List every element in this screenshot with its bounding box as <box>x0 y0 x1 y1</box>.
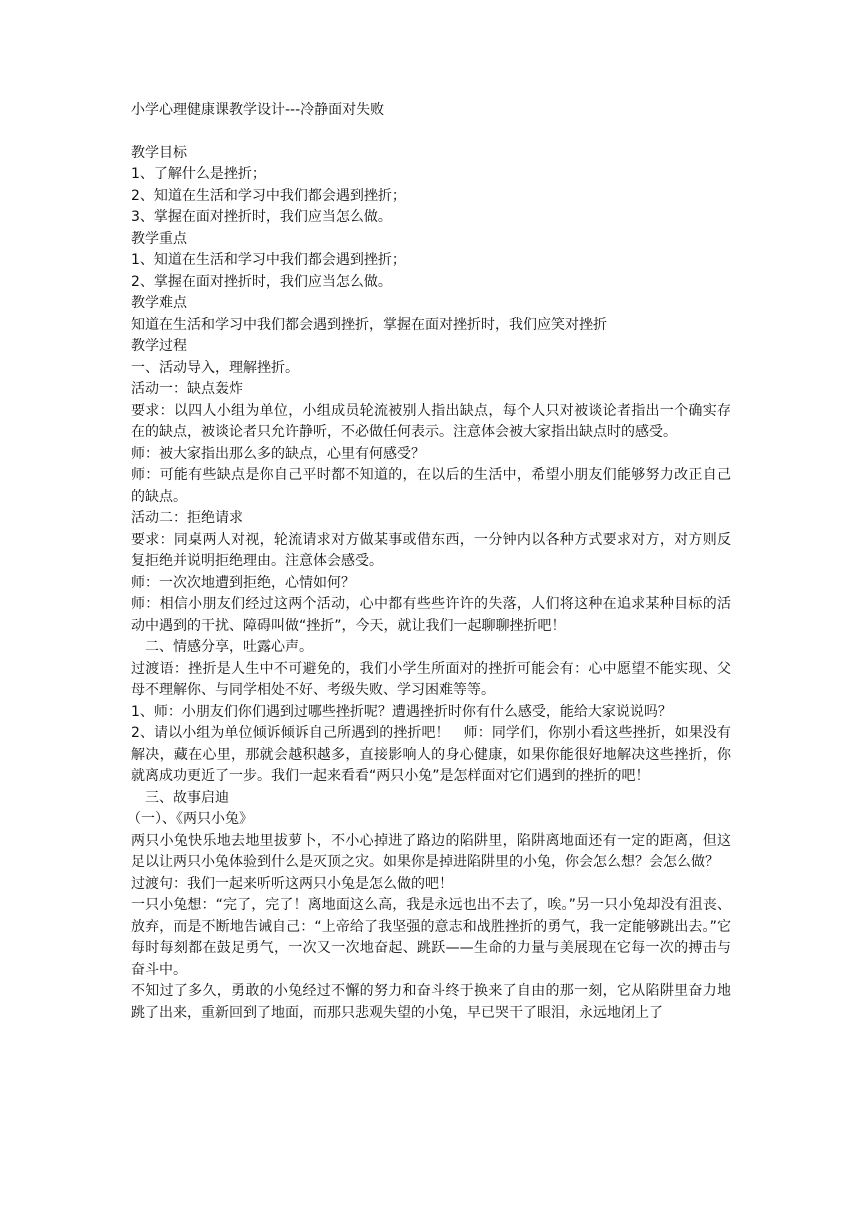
paragraph: 1、师：小朋友们你们遇到过哪些挫折呢？遭遇挫折时你有什么感受，能给大家说说吗？ <box>131 703 672 720</box>
paragraph: 3、掌握在面对挫折时，我们应当怎么做。 <box>131 209 392 225</box>
paragraph: 要求：以四人小组为单位，小组成员轮流被别人指出缺点，每个人只对被谈论者指出一个确实存在的缺点，被谈论者只允许静听，不必做任何表示。注意体会被大家指出缺点时的感受。 <box>131 402 731 440</box>
paragraph: 三、故事启迪 <box>145 789 229 806</box>
paragraph: 师：可能有些缺点是你自己平时都不知道的，在以后的生活中，希望小朋友们能够努力改正自己的缺点。 <box>131 467 731 505</box>
paragraph: 要求：同桌两人对视，轮流请求对方做某事或借东西，一分钟内以各种方式要求对方，对方则反复拒绝并说明拒绝理由。注意体会感受。 <box>131 531 731 569</box>
paragraph: 教学目标 <box>131 144 187 161</box>
paragraph: 过渡语：挫折是人生中不可避免的，我们小学生所面对的挫折可能会有：心中愿望不能实现、父母不理解你、与同学相处不好、考级失败、学习困难等等。 <box>131 660 731 698</box>
paragraph: 知道在生活和学习中我们都会遇到挫折，掌握在面对挫折时，我们应笑对挫折 <box>131 316 607 333</box>
paragraph: 两只小兔快乐地去地里拔萝卜，不小心掉进了路边的陷阱里，陷阱离地面还有一定的距离，但这足以让两只小兔体验到什么是灭顶之灾。如果你是掉进陷阱里的小兔，你会怎么想？会怎么做？ <box>131 832 731 870</box>
paragraph: 教学过程 <box>131 338 187 354</box>
paragraph: 过渡句：我们一起来听听这两只小兔是怎么做的吧！ <box>131 875 453 892</box>
paragraph: 教学重点 <box>131 230 187 247</box>
document-title: 小学心理健康课教学设计---冷静面对失败 <box>131 102 385 118</box>
paragraph: 师：相信小朋友们经过这两个活动，心中都有些些许许的失落，人们将这种在追求某种目标的活动中遇到的干扰、障碍叫做“挫折”，今天，就让我们一起聊聊挫折吧！ <box>131 596 731 634</box>
paragraph: 活动一：缺点轰炸 <box>131 381 243 397</box>
paragraph: 一只小兔想：“完了，完了！离地面这么高，我是永远也出不去了，唉。”另一只小兔却没有沮丧、放弃，而是不断地告诫自己：“上帝给了我坚强的意志和战胜挫折的勇气，我一定能够跳出去。”它每时每刻都在鼓足勇气，一次又一次地奋起、跳跃——生命的力量与美展现在它每一次的搏击与奋斗中。 <box>131 897 731 978</box>
paragraph: 师：一次次地遭到拒绝，心情如何？ <box>131 574 355 591</box>
paragraph: 2、知道在生活和学习中我们都会遇到挫折； <box>131 187 406 204</box>
paragraph: 2、请以小组为单位倾诉倾诉自己所遇到的挫折吧！ 师：同学们，你别小看这些挫折，如果没有解决，藏在心里，那就会越积越多，直接影响人的身心健康，如果你能很好地解决这些挫折，你就离成功更近了一步。我们一起来看看“两只小兔”是怎样面对它们遇到的挫折的吧！ <box>131 725 731 784</box>
paragraph: 二、情感分享，吐露心声。 <box>145 639 313 655</box>
document-body <box>127 143 731 1025</box>
paragraph: 不知过了多久，勇敢的小兔经过不懈的努力和奋斗终于换来了自由的那一刻，它从陷阱里奋力地跳了出来，重新回到了地面，而那只悲观失望的小兔，早已哭干了眼泪，永远地闭上了 <box>131 983 731 1021</box>
paragraph: 教学难点 <box>131 295 187 311</box>
paragraph: 活动二：拒绝请求 <box>131 510 243 526</box>
paragraph: 一、活动导入，理解挫折。 <box>131 359 299 376</box>
paragraph: 1、了解什么是挫折； <box>131 166 266 182</box>
paragraph: 1、知道在生活和学习中我们都会遇到挫折； <box>131 252 406 268</box>
document-page <box>127 100 731 1024</box>
paragraph: （一）、《两只小兔》 <box>127 811 253 827</box>
paragraph: 2、掌握在面对挫折时，我们应当怎么做。 <box>131 273 392 290</box>
paragraph: 师：被大家指出那么多的缺点，心里有何感受？ <box>131 445 425 462</box>
